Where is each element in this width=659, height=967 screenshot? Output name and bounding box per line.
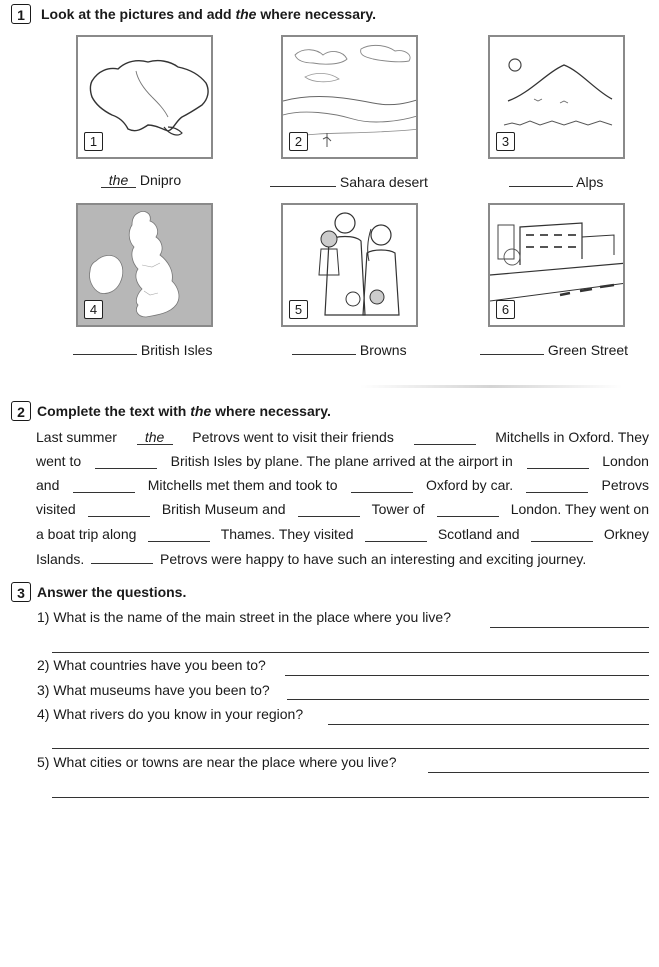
text-segment: Thames. They visited	[220, 526, 354, 542]
exercise-3-title: Answer the questions.	[37, 584, 187, 600]
caption-5	[292, 340, 407, 358]
answer-line-3[interactable]	[287, 698, 649, 700]
picture-4-number: 4	[84, 300, 103, 319]
text-segment: Tower of	[371, 501, 425, 517]
exercise-1-title	[41, 6, 376, 22]
answer-line-5a[interactable]	[428, 771, 649, 773]
answer-blank-5[interactable]	[292, 340, 356, 355]
text-segment: London	[602, 453, 649, 469]
text-line-6	[36, 549, 587, 567]
picture-3-mountain	[488, 35, 625, 159]
text-blank[interactable]	[531, 527, 593, 542]
answer-line-2[interactable]	[285, 674, 649, 676]
caption-2	[270, 172, 428, 190]
picture-3-number: 3	[496, 132, 515, 151]
text-segment: Scotland and	[437, 526, 520, 542]
picture-6-number: 6	[496, 300, 515, 319]
text-blank[interactable]	[148, 527, 210, 542]
text-blank[interactable]	[414, 430, 476, 445]
caption-5-label: Browns	[359, 342, 407, 358]
answer-blank-4[interactable]	[73, 340, 137, 355]
picture-5-family	[281, 203, 418, 327]
exercise-2-title	[37, 403, 331, 419]
picture-2-number: 2	[289, 132, 308, 151]
text-blank[interactable]	[95, 454, 157, 469]
exercise-2-title-text: Complete the text with	[37, 403, 191, 419]
caption-1-label: Dnipro	[139, 172, 182, 188]
text-segment: Petrovs	[601, 477, 649, 493]
exercise-1-title-emphasis: the	[235, 6, 257, 22]
picture-1-number: 1	[84, 132, 103, 151]
picture-2-desert	[281, 35, 418, 159]
text-line-4	[36, 499, 649, 517]
text-segment: and	[36, 477, 60, 493]
question-1: 1) What is the name of the main street in the place where you live?	[37, 609, 451, 625]
answer-line-5b[interactable]	[52, 796, 649, 798]
picture-1-ukraine-map	[76, 35, 213, 159]
text-blank[interactable]	[365, 527, 427, 542]
picture-5-number: 5	[289, 300, 308, 319]
text-segment: Oxford by car.	[425, 477, 514, 493]
text-segment: visited	[36, 501, 76, 517]
text-line-3	[36, 475, 649, 493]
answer-blank-3[interactable]	[509, 172, 573, 187]
answer-line-1a[interactable]	[490, 626, 649, 628]
question-4: 4) What rivers do you know in your region?	[37, 706, 304, 722]
answer-line-4a[interactable]	[328, 723, 649, 725]
caption-2-label: Sahara desert	[339, 174, 428, 190]
question-2: 2) What countries have you been to?	[37, 657, 266, 673]
picture-6-street	[488, 203, 625, 327]
answer-blank-1[interactable]: the	[101, 173, 136, 188]
text-segment: Petrovs went to visit their friends	[192, 429, 394, 445]
exercise-1-number: 1	[11, 4, 31, 24]
caption-3	[509, 172, 603, 190]
text-line-2	[36, 451, 649, 469]
text-segment: British Museum and	[161, 501, 286, 517]
text-blank[interactable]	[526, 478, 588, 493]
answer-blank-2[interactable]	[270, 172, 336, 187]
caption-3-label: Alps	[576, 174, 604, 190]
text-segment: Islands.	[36, 551, 85, 567]
text-blank[interactable]	[73, 478, 135, 493]
exercise-2-number: 2	[11, 401, 31, 421]
answer-line-4b[interactable]	[52, 747, 649, 749]
section-divider	[360, 385, 622, 388]
exercise-1-title-text: Look at the pictures and add	[41, 6, 236, 22]
text-blank[interactable]	[437, 502, 499, 517]
text-blank[interactable]	[91, 549, 153, 564]
exercise-1-title-text-end: where necessary.	[256, 6, 377, 22]
caption-4	[73, 340, 212, 358]
text-line-1	[36, 427, 649, 445]
text-line-5	[36, 524, 649, 542]
text-blank[interactable]	[351, 478, 413, 493]
text-segment: London. They went on	[510, 501, 649, 517]
exercise-2-title-text-end: where necessary.	[211, 403, 331, 419]
text-blank[interactable]	[527, 454, 589, 469]
answer-line-1b[interactable]	[52, 651, 649, 653]
exercise-3-number: 3	[11, 582, 31, 602]
caption-4-label: British Isles	[140, 342, 213, 358]
question-3: 3) What museums have you been to?	[37, 682, 270, 698]
caption-6-label: Green Street	[547, 342, 629, 358]
text-segment: Petrovs were happy to have such an interesting and exciting journey.	[160, 551, 587, 567]
text-segment: Orkney	[603, 526, 649, 542]
caption-1	[101, 172, 181, 188]
answer-blank-6[interactable]	[480, 340, 544, 355]
text-segment: British Isles by plane. The plane arrived at the airport in	[170, 453, 513, 469]
text-segment: Last summer	[36, 429, 117, 445]
text-blank[interactable]	[88, 502, 150, 517]
text-segment: went to	[36, 453, 82, 469]
caption-6	[480, 340, 628, 358]
text-blank[interactable]: the	[137, 430, 173, 445]
question-5: 5) What cities or towns are near the place where you live?	[37, 754, 397, 770]
exercise-2-title-emphasis: the	[190, 403, 212, 419]
picture-4-british-isles-map	[76, 203, 213, 327]
text-segment: a boat trip along	[36, 526, 137, 542]
text-segment: Mitchells in Oxford. They	[495, 429, 649, 445]
text-segment: Mitchells met them and took to	[147, 477, 338, 493]
text-blank[interactable]	[298, 502, 360, 517]
